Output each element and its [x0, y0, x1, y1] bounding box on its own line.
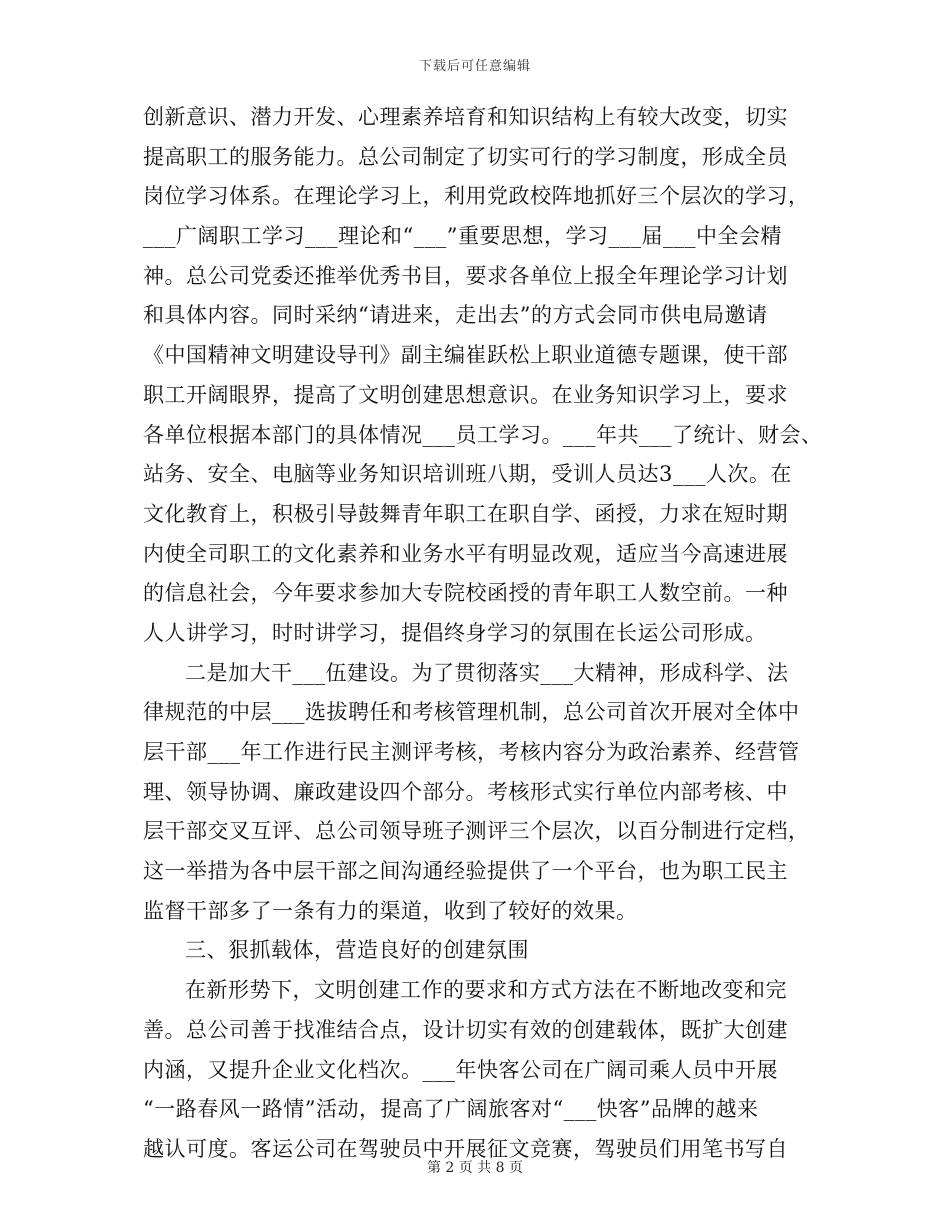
- paragraph-first-line: 在新形势下，文明创建工作的要求和方式方法在不断地改变和完: [185, 978, 787, 1003]
- page-number: 第 2 页 共 8 页: [426, 1160, 524, 1176]
- text-line: 内使全司职工的文化素养和业务水平有明显改观，适应当今高速进展: [143, 541, 788, 566]
- text-line: 提高职工的服务能力。总公司制定了切实可行的学习制度，形成全员: [143, 144, 788, 169]
- text-line: 监督干部多了一条有力的渠道，收到了较好的效果。: [143, 898, 638, 923]
- text-line: 站务、安全、电脑等业务知识培训班八期，受训人员达3___人次。在: [143, 462, 792, 487]
- text-line: 创新意识、潜力开发、心理素养培育和知识结构上有较大改变，切实: [143, 105, 788, 129]
- text-line: 越认可度。客运公司在驾驶员中开展征文竞赛，驾驶员们用笔书写自: [143, 1136, 788, 1161]
- text-line: 层干部___年工作进行民主测评考核，考核内容分为政治素养、经营管: [143, 740, 800, 764]
- document-body: [143, 98, 833, 1170]
- text-line: ___广阔职工学习___理论和“___”重要思想，学习___届___中全会精: [143, 224, 782, 249]
- text-line: 神。总公司党委还推举优秀书目，要求各单位上报全年理论学习计划: [143, 263, 788, 288]
- text-line: 人人讲学习，时时讲学习，提倡终身学习的氛围在长运公司形成。: [143, 620, 767, 645]
- text-line: 各单位根据本部门的具体情况___员工学习。___年共___了统计、财会、: [143, 422, 823, 447]
- text-line: 善。总公司善于找准结合点，设计切实有效的创建载体，既扩大创建: [143, 1017, 788, 1042]
- text-line: 内涵，又提升企业文化档次。___年快客公司在广阔司乘人员中开展: [143, 1057, 778, 1082]
- text-line: 职工开阔眼界，提高了文明创建思想意识。在业务知识学习上，要求: [143, 382, 788, 407]
- text-line: 和具体内容。同时采纳“请进来，走出去”的方式会同市供电局邀请: [143, 303, 768, 328]
- paragraph-first-line: 二是加大干___伍建设。为了贯彻落实___大精神，形成科学、法: [185, 660, 789, 685]
- section-heading: 三、狠抓载体，营造良好的创建氛围: [185, 938, 529, 963]
- text-line: 岗位学习体系。在理论学习上，利用党政校阵地抓好三个层次的学习，: [143, 184, 810, 209]
- page-header-note: 下载后可任意编辑: [418, 59, 531, 74]
- text-line: 《中国精神文明建设导刊》副主编崔跃松上职业道德专题课，使干部: [143, 343, 788, 368]
- text-line: 文化教育上，积极引导鼓舞青年职工在职自学、函授，力求在短时期: [143, 501, 788, 526]
- text-line: “一路春风一路情”活动，提高了广阔旅客对“___快客”品牌的越来: [143, 1097, 759, 1122]
- text-line: 层干部交叉互评、总公司领导班子测评三个层次，以百分制进行定档，: [143, 819, 810, 844]
- text-line: 这一举措为各中层干部之间沟通经验提供了一个平台，也为职工民主: [143, 859, 788, 884]
- text-line: 的信息社会，今年要求参加大专院校函授的青年职工人数空前。一种: [143, 581, 788, 606]
- text-line: 理、领导协调、廉政建设四个部分。考核形式实行单位内部考核、中: [143, 779, 788, 804]
- text-line: 律规范的中层___选拔聘任和考核管理机制，总公司首次开展对全体中: [143, 700, 800, 725]
